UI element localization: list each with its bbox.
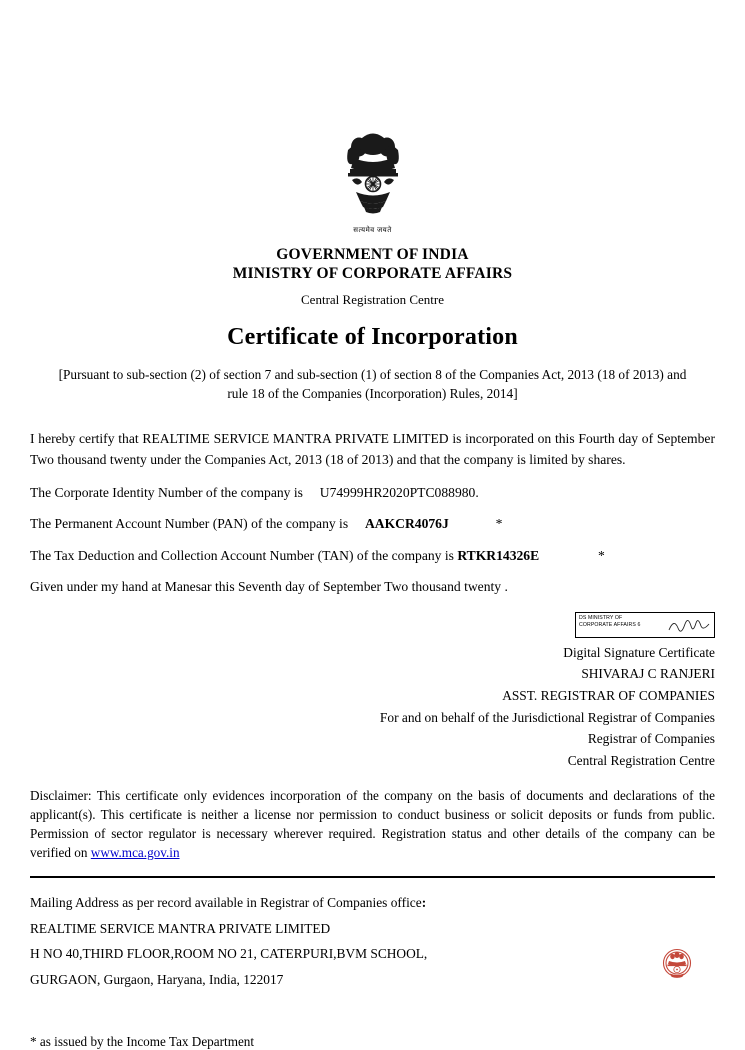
emblem-motto: सत्यमेव जयते: [353, 226, 392, 234]
mailing-heading-colon: :: [421, 895, 427, 911]
tan-label: The Tax Deduction and Collection Account Number (TAN) of the company is: [30, 547, 454, 563]
cin-label: The Corporate Identity Number of the company is: [30, 485, 303, 501]
dsc-behalf: For and on behalf of the Jurisdictional Registrar of Companies: [379, 709, 715, 725]
cin-value: U74999HR2020PTC088980.: [319, 485, 479, 501]
mailing-address-block: [30, 890, 715, 992]
pursuant-note: [30, 365, 715, 404]
digital-signature-stamp: [575, 612, 715, 638]
pan-footnote-star: *: [495, 516, 503, 532]
government-title: [30, 245, 715, 284]
disclaimer-text: Disclaimer: This certificate only evidences incorporation of the company on the basis of documents and declarations of the applicant(s). This certificate is neither a license nor permission to conduct business or solicit deposits or funds from public. Permission of sector regulator is necessary wherever required. Registration status and other details of the company can be verified on: [30, 787, 715, 861]
tan-value: RTKR14326E: [457, 547, 540, 563]
tan-paragraph: [30, 546, 715, 566]
mailing-heading: [30, 890, 715, 915]
dsc-registrar: Registrar of Companies: [587, 731, 715, 747]
certificate-title: Certificate of Incorporation: [227, 323, 518, 350]
disclaimer-paragraph: [30, 786, 715, 863]
given-under-hand-paragraph: Given under my hand at Manesar this Seventh day of September Two thousand twenty .: [30, 579, 508, 595]
mailing-heading-text: Mailing Address as per record available in Registrar of Companies office: [30, 895, 422, 911]
pan-value: AAKCR4076J: [364, 516, 449, 532]
government-title-line1: GOVERNMENT OF INDIA: [276, 246, 469, 263]
cin-paragraph: [30, 483, 715, 503]
certify-paragraph: I hereby certify that REALTIME SERVICE MANTRA PRIVATE LIMITED is incorporated on this Fourth day of September Two thousand twenty under the Companies Act, 2013 (18 of 2013) and that the company is limited by shares.: [30, 431, 715, 467]
government-title-line2: MINISTRY OF CORPORATE AFFAIRS: [232, 265, 513, 283]
emblem-container: [30, 0, 715, 235]
pursuant-line1: [Pursuant to sub-section (2) of section 7 and sub-section (1) of section 8 of the Companies Act, 2013 (18 of 2013) and: [58, 366, 687, 382]
red-official-seal-icon: [655, 938, 699, 988]
central-registration-centre-line: Central Registration Centre: [301, 291, 444, 307]
pursuant-line2: rule 18 of the Companies (Incorporation) Rules, 2014]: [227, 386, 518, 402]
dsc-label: Digital Signature Certificate: [563, 644, 715, 660]
pan-paragraph: [30, 514, 715, 534]
pan-label: The Permanent Account Number (PAN) of the company is: [30, 516, 349, 532]
mca-website-link[interactable]: www.mca.gov.in: [90, 845, 180, 861]
state-emblem-block: [342, 128, 404, 235]
certificate-body: [30, 429, 715, 597]
signature-squiggle-icon: [668, 616, 710, 634]
dsc-signatory: SHIVARAJ C RANJERI: [581, 666, 715, 682]
signature-block: [30, 642, 715, 772]
dsc-stamp-line2: CORPORATE AFFAIRS 6: [579, 621, 641, 628]
dsc-designation: ASST. REGISTRAR OF COMPANIES: [502, 688, 715, 704]
india-state-emblem-icon: [342, 128, 404, 228]
digital-signature-row: [30, 612, 715, 638]
mailing-address-line1: H NO 40,THIRD FLOOR,ROOM NO 21, CATERPURI,BVM SCHOOL,: [30, 946, 428, 962]
mailing-address-line2: GURGAON, Gurgaon, Haryana, India, 122017: [30, 971, 284, 987]
tan-footnote-star: *: [598, 547, 605, 563]
dsc-centre: Central Registration Centre: [567, 753, 715, 769]
dsc-stamp-line1: DS MINISTRY OF: [579, 614, 623, 621]
horizontal-divider: [30, 876, 715, 878]
income-tax-footnote: * as issued by the Income Tax Department: [30, 1034, 255, 1050]
mailing-company-name: REALTIME SERVICE MANTRA PRIVATE LIMITED: [30, 920, 331, 936]
